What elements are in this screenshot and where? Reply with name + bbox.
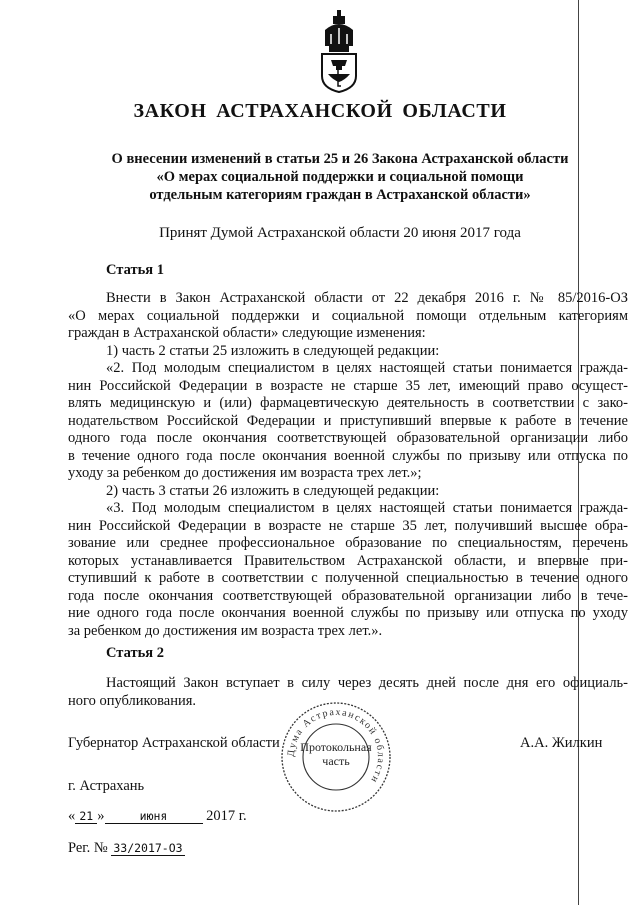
article-2-line: ного опубликования. <box>68 692 197 709</box>
date-year: 2017 г. <box>206 808 247 824</box>
article-2-line: Настоящий Закон вступает в силу через десять дней после дня его официаль- <box>106 675 628 691</box>
registration-label: Рег. № <box>68 840 108 856</box>
governor-name: А.А. Жилкин <box>520 735 603 751</box>
astrakhan-coat-of-arms-icon <box>317 8 361 94</box>
article-1-line: 1) часть 2 статьи 25 изложить в следующей редакции: <box>106 342 440 359</box>
article-2-heading: Статья 2 <box>106 645 164 661</box>
article-1-line: одного года после окончания соответствующей образовательной организации либо <box>68 430 628 446</box>
stamp-center-text <box>294 740 378 768</box>
law-subtitle <box>100 150 580 204</box>
article-1-line: ступивший к работе в соответствии с полученной специальностью в течение одного <box>68 570 628 586</box>
article-1-line: нин Российской Федерации в возрасте не старше 35 лет, получивший высшее обра- <box>68 517 628 534</box>
article-1-line: которых устанавливается Правительством Астраханской области, и впервые при- <box>68 552 628 569</box>
article-1-line: нодательством Российской Федерации и приступивший впервые к работе в течение <box>68 412 628 429</box>
city: г. Астрахань <box>68 778 145 794</box>
date-close-quote: » <box>97 808 105 824</box>
article-1-line: нин Российской Федерации в возрасте не старше 35 лет, имеющий право осущест- <box>68 377 628 394</box>
article-1-line: 2) часть 3 статьи 26 изложить в следующей редакции: <box>106 482 440 499</box>
governor-position: Губернатор Астраханской области <box>68 735 280 751</box>
article-1-body <box>68 290 628 640</box>
stamp-ring-text: Дума Астраханской области <box>285 706 387 786</box>
stamp-line: часть <box>322 754 350 768</box>
article-1-line: за ребенком до достижения им возраста трех лет.». <box>68 622 383 639</box>
article-1-line: года после окончания соответствующей образовательной организации либо в тече- <box>68 587 628 604</box>
stamp-line: Протокольная <box>300 740 372 754</box>
date-month: июня <box>105 809 203 824</box>
signing-date <box>68 808 247 825</box>
article-1-line: Внести в Закон Астраханской области от 22 декабря 2016 г. № 85/2016-ОЗ <box>106 290 628 306</box>
article-1-line: уходу за ребенком до достижения им возраста трех лет.»; <box>68 465 422 481</box>
date-day: 21 <box>75 809 97 824</box>
article-1-line: влять медицинскую и (или) фармацевтическую деятельность в соответствии с зако- <box>68 395 628 411</box>
article-1-line: «2. Под молодым специалистом в целях настоящей статьи понимается гражда- <box>106 360 628 376</box>
law-title: ЗАКОН АСТРАХАНСКОЙ ОБЛАСТИ <box>133 100 507 122</box>
article-1-line: ние одного года после окончания военной службы по призыву или отпуска по уходу <box>68 605 628 621</box>
article-1-line: «3. Под молодым специалистом в целях настоящей статьи понимается гражда- <box>106 500 628 516</box>
subtitle-line: «О мерах социальной поддержки и социальной помощи <box>156 169 524 185</box>
subtitle-line: отдельным категориям граждан в Астраханской области» <box>149 187 531 203</box>
article-1-line: «О мерах социальной поддержки и социальной помощи отдельным категориям <box>68 307 628 324</box>
registration <box>68 840 185 857</box>
article-1-heading: Статья 1 <box>106 262 164 278</box>
article-1-line: зование или среднее профессиональное образование по специальностям, перечень <box>68 535 628 551</box>
registration-number: 33/2017-ОЗ <box>113 841 183 855</box>
article-1-line: в течение одного года после окончания военной службы по призыву или отпуска по <box>68 447 628 464</box>
date-open-quote: « <box>68 808 76 824</box>
subtitle-line: О внесении изменений в статьи 25 и 26 Закона Астраханской области <box>111 151 569 167</box>
article-1-line: граждан в Астраханской области» следующие изменения: <box>68 325 426 341</box>
adoption-line: Принят Думой Астраханской области 20 июня 2017 года <box>159 225 521 241</box>
